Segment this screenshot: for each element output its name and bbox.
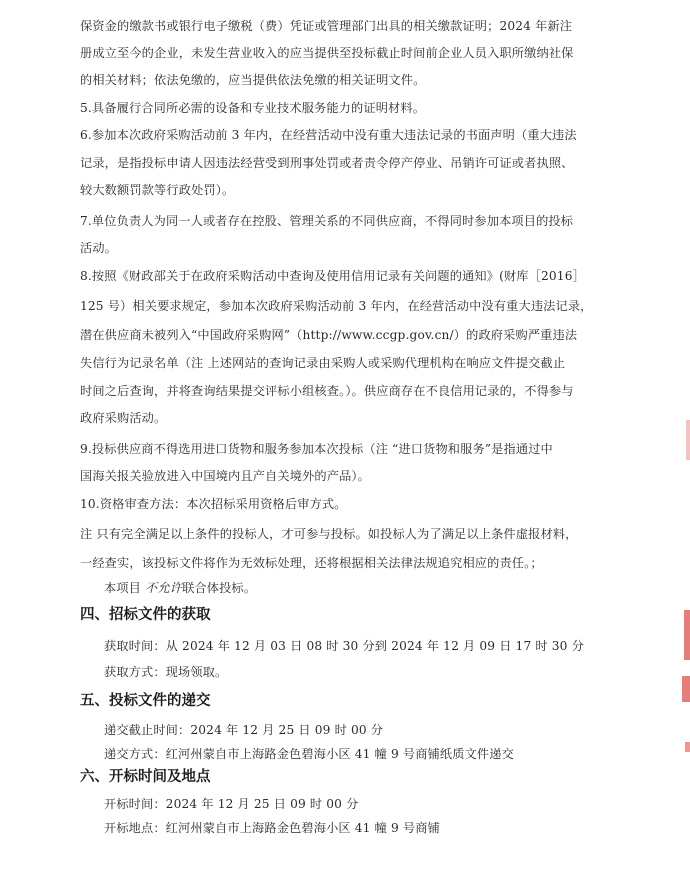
consortium-line [104,580,256,596]
body-line-11: 125 号）相关要求规定，参加本次政府采购活动前 3 年内，在经营活动中没有重大违法记录， [80,299,593,313]
body-line-20: 一经查实，该投标文件将作为无效标处理，还将根据相关法律法规追究相应的责任。； [80,556,543,570]
opening-time: 开标时间：2024 年 12 月 25 日 09 时 00 分 [104,797,359,811]
body-line-15: 政府采购活动。 [80,411,167,425]
submission-method: 递交方式：红河州蒙自市上海路金色碧海小区 41 幢 9 号商铺纸质文件递交 [104,747,514,761]
body-line-5: 6.参加本次政府采购活动前 3 年内，在经营活动中没有重大违法记录的书面声明（重大违法 [80,128,577,142]
body-line-17: 国海关报关验放进入中国境内且产自关境外的产品）。 [80,469,370,483]
section-heading-4: 四、招标文件的获取 [80,607,211,623]
body-line-10: 8.按照《财政部关于在政府采购活动中查询及使用信用记录有关问题的通知》(财库［2016］ [80,269,585,283]
body-line-2: 册成立至今的企业，未发生营业收入的应当提供至投标截止时间前企业人员入职所缴纳社保 [80,46,574,60]
body-line-1: 保资金的缴款书或银行电子缴税（费）凭证或管理部门出具的相关缴款证明；2024 年新注 [80,19,573,33]
body-line-6: 记录，是指投标申请人因违法经营受到刑事处罚或者责令停产停业、吊销许可证或者执照、 [80,156,574,170]
body-line-3: 的相关材料；依法免缴的，应当提供依法免缴的相关证明文件。 [80,73,426,87]
submission-deadline: 递交截止时间：2024 年 12 月 25 日 09 时 00 分 [104,723,384,737]
body-line-14: 时间之后查询，并将查询结果提交评标小组核查。）。供应商存在不良信用记录的，不得参与 [80,384,574,398]
section-heading-5: 五、投标文件的递交 [80,693,211,709]
body-line-19: 注 只有完全满足以上条件的投标人，才可参与投标。如投标人为了满足以上条件虚报材料， [80,527,578,541]
body-line-18: 10.资格审查方法：本次招标采用资格后审方式。 [80,497,347,511]
consortium-suffix: 联合体投标。 [182,581,257,595]
seal-stamp-edge-middle [684,610,690,660]
body-line-13: 失信行为记录名单（注 上述网站的查询记录由采购人或采购代理机构在响应文件提交截止 [80,356,566,370]
body-line-16: 9.投标供应商不得选用进口货物和服务参加本次投标（注 “进口货物和服务”是指通过中 [80,442,553,456]
consortium-emphasis: 不允许 [145,581,183,595]
seal-stamp-edge-lower [682,676,690,702]
seal-stamp-edge-top [686,420,690,460]
opening-location: 开标地点：红河州蒙自市上海路金色碧海小区 41 幢 9 号商铺 [104,821,440,835]
body-line-9: 活动。 [80,241,118,255]
body-line-8: 7.单位负责人为同一人或者存在控股、管理关系的不同供应商，不得同时参加本项目的投标 [80,214,574,228]
obtain-method: 获取方式：现场领取。 [104,665,228,679]
consortium-prefix: 本项目 [104,581,142,595]
body-line-4: 5.具备履行合同所必需的设备和专业技术服务能力的证明材料。 [80,101,426,115]
section-heading-6: 六、开标时间及地点 [80,769,211,785]
seal-stamp-edge-bottom [685,742,690,752]
body-line-12: 潜在供应商未被列入“中国政府采购网”（http://www.ccgp.gov.cn/）的政府采购严重违法 [80,328,578,342]
body-line-7: 较大数额罚款等行政处罚）。 [80,183,235,197]
obtain-time: 获取时间：从 2024 年 12 月 03 日 08 时 30 分到 2024 年 12 月 09 日 17 时 30 分 [104,639,584,653]
